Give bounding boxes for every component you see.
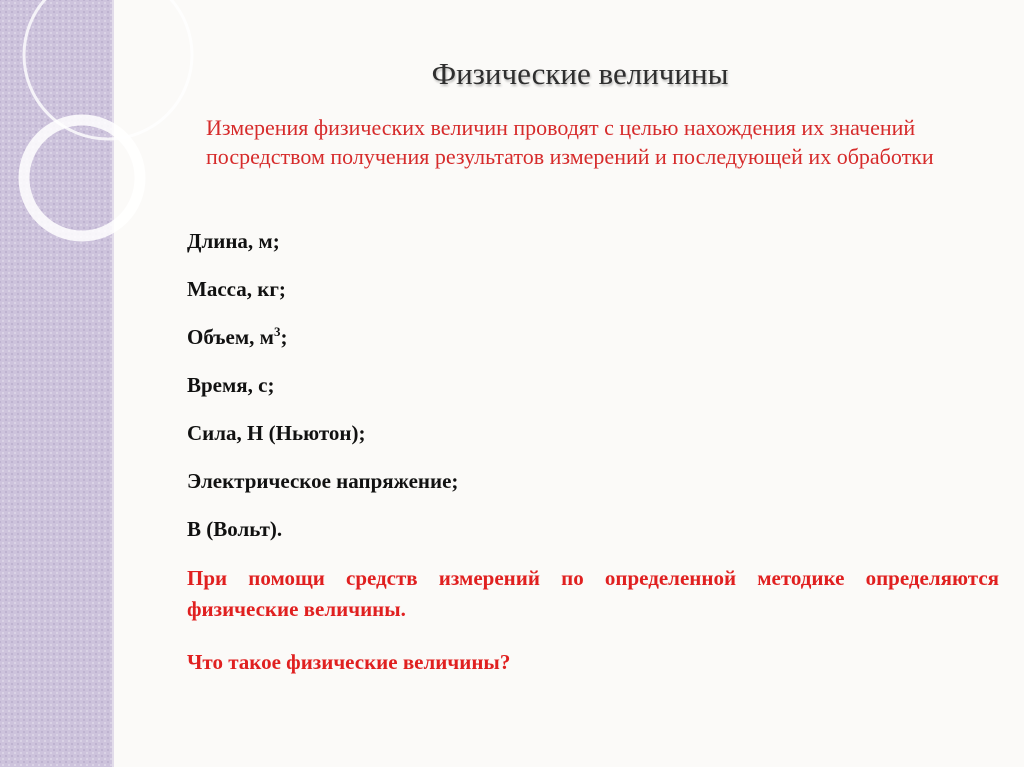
- question-text: Что такое физические величины?: [187, 650, 511, 674]
- quantities-list: [187, 226, 458, 562]
- list-item: Масса, кг;: [187, 277, 286, 301]
- list-item: Электрическое напряжение;: [187, 469, 459, 493]
- superscript: 3: [273, 324, 281, 339]
- ring-large: [24, 0, 192, 139]
- intro-paragraph: Измерения физических величин проводят с целью нахождения их значений посредством получения результатов измерений и последующей их обработки: [206, 115, 934, 169]
- list-item: Сила, Н (Ньютон);: [187, 421, 366, 445]
- list-item: Длина, м;: [187, 229, 280, 253]
- highlight-note: При помощи средств измерений по определенной методике определяются физические величины.: [187, 566, 999, 621]
- list-item: В (Вольт).: [187, 517, 283, 541]
- list-item: Время, с;: [187, 373, 275, 397]
- ring-small: [24, 120, 140, 236]
- slide-title: Физические величины: [431, 56, 729, 91]
- list-item: Объем, $м^3$;: [187, 324, 288, 349]
